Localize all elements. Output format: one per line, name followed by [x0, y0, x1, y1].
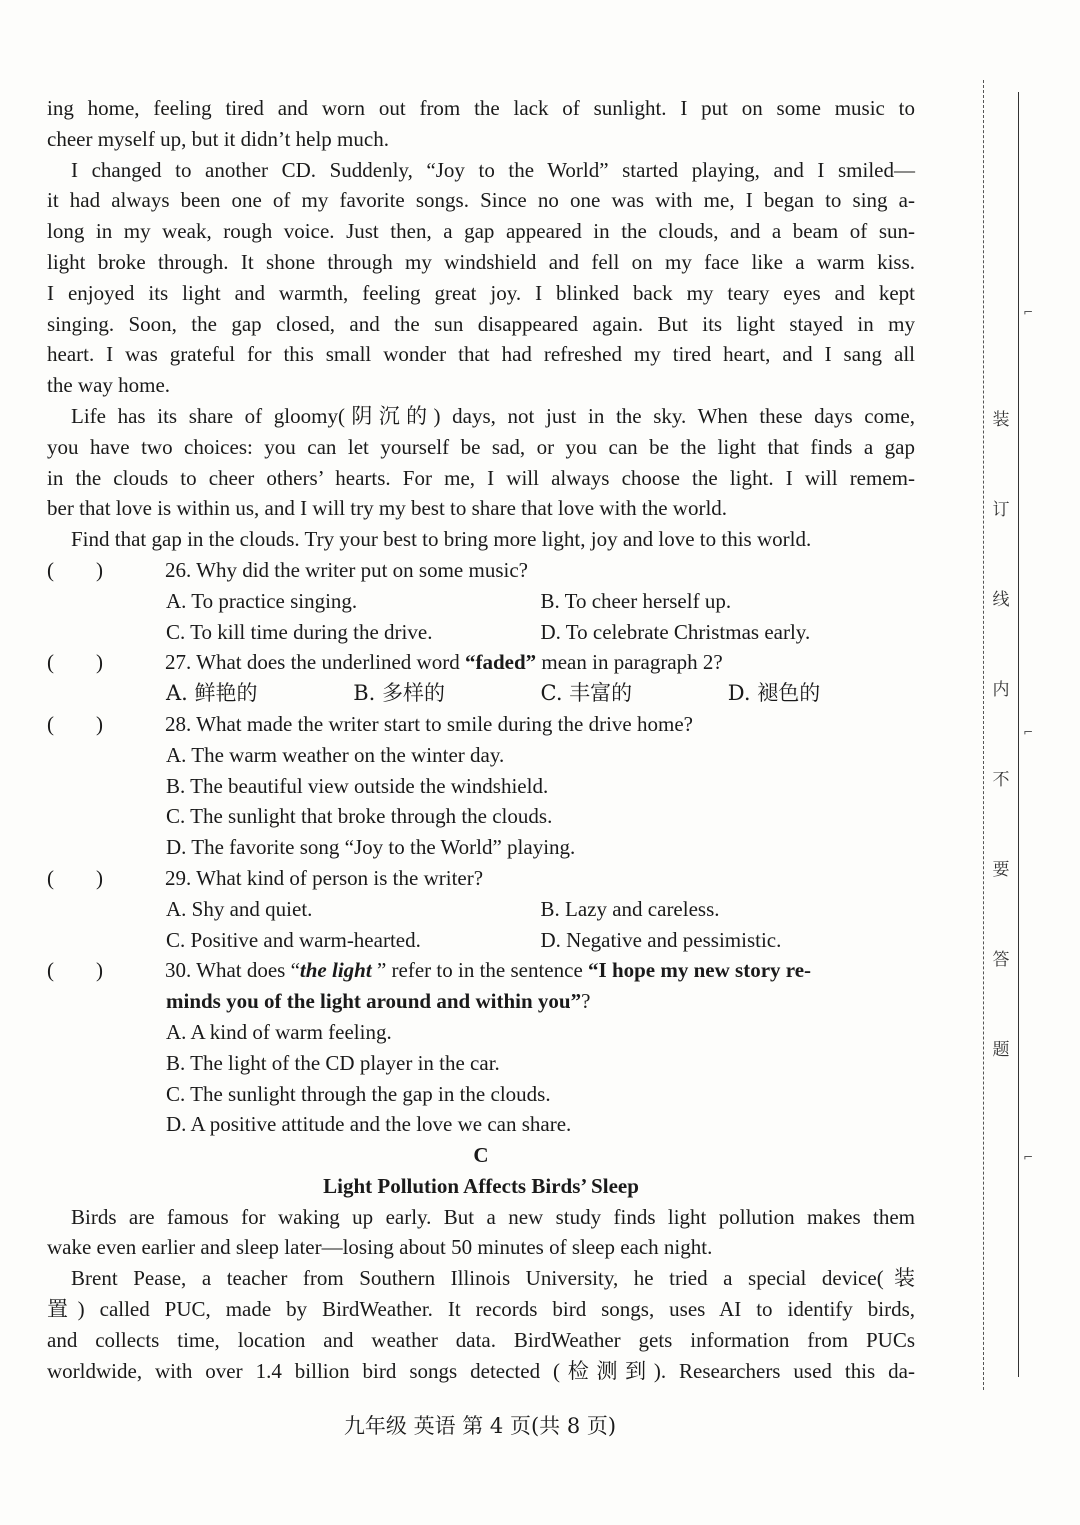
option-b: B. The beautiful view outside the windshield. [166, 773, 549, 798]
text-line: cheer myself up, but it didn’t help much. [47, 126, 389, 151]
binding-char: 装 [989, 410, 1013, 430]
question-text-part: 27. What does the underlined word [165, 650, 465, 675]
passage-c-para-2 [47, 1263, 915, 1386]
question-28 [47, 709, 915, 863]
option-d: D. 褪色的 [727, 681, 821, 706]
binding-mark: ⌐ [1023, 725, 1034, 739]
binding-solid-line [1018, 92, 1019, 1377]
text-line: I enjoyed its light and warmth, feeling great joy. I blinked back my teary eyes and kept [47, 280, 915, 305]
option-c: C. Positive and warm-hearted. [166, 927, 421, 952]
quoted-sentence: minds you of the light around and within you” [166, 989, 582, 1014]
text-line: Brent Pease, a teacher from Southern Illinois University, he tried a special device(装 [71, 1266, 915, 1291]
option-c: C. The sunlight that broke through the clouds. [166, 804, 553, 829]
underlined-word: “faded” [464, 650, 537, 675]
option-d: D. The favorite song “Joy to the World” playing. [166, 835, 576, 860]
text-line: and collects time, location and weather data. BirdWeather gets information from PUCs [47, 1327, 915, 1352]
text-line: ber that love is within us, and I will try my best to share that love with the world. [47, 496, 728, 521]
binding-char: 订 [989, 500, 1013, 520]
option-a: A. 鲜艳的 [166, 681, 258, 706]
answer-blank[interactable]: ( ) [47, 711, 103, 736]
question-27 [47, 647, 915, 709]
section-letter: C [473, 1143, 489, 1168]
page-footer: 九年级 英语 第 4 页(共 8 页) [343, 1414, 617, 1438]
exam-page [47, 93, 915, 1386]
text-line: in the clouds to cheer others’ hearts. For me, I will always choose the light. I will remem- [47, 465, 915, 490]
binding-mark: ⌐ [1023, 305, 1034, 319]
option-a: A. To practice singing. [166, 588, 358, 613]
option-d: D. To celebrate Christmas early. [540, 619, 811, 644]
passage-b-para-4: Find that gap in the clouds. Try your best to bring more light, joy and love to this world. [71, 527, 812, 552]
question-text: 28. What made the writer start to smile during the drive home? [165, 711, 693, 736]
option-a: A. The warm weather on the winter day. [166, 742, 505, 767]
passage-b-para-3 [47, 401, 915, 524]
binding-char: 答 [989, 950, 1013, 970]
question-26 [47, 555, 915, 647]
option-a: A. Shy and quiet. [166, 896, 313, 921]
binding-mark: ⌐ [1023, 1150, 1034, 1164]
text-line: the way home. [47, 373, 171, 398]
answer-blank[interactable]: ( ) [47, 650, 103, 675]
binding-char: 内 [989, 680, 1013, 700]
question-mark: ? [581, 989, 591, 1014]
text-line: wake even earlier and sleep later—losing about 50 minutes of sleep each night. [47, 1235, 713, 1260]
text-line: 置) called PUC, made by BirdWeather. It records bird songs, uses AI to identify birds, [47, 1297, 915, 1322]
text-line: ing home, feeling tired and worn out from the lack of sunlight. I put on some music to [47, 96, 915, 120]
text-line: light broke through. It shone through my windshield and fell on my face like a warm kiss. [47, 249, 915, 274]
option-b: B. The light of the CD player in the car. [166, 1050, 500, 1075]
question-30 [47, 955, 915, 1140]
option-c: C. To kill time during the drive. [166, 619, 433, 644]
binding-char: 线 [989, 590, 1013, 610]
option-d: D. Negative and pessimistic. [540, 927, 782, 952]
question-text-part: 30. What does “ [165, 958, 300, 983]
text-line: Birds are famous for waking up early. But a new study finds light pollution makes them [71, 1204, 915, 1229]
passage-c-para-1 [47, 1202, 915, 1264]
question-text: 26. Why did the writer put on some music? [165, 557, 528, 582]
passage-title: Light Pollution Affects Birds’ Sleep [323, 1173, 639, 1198]
question-text [165, 647, 915, 678]
binding-char: 题 [989, 1040, 1013, 1060]
key-term: the light [299, 958, 372, 983]
text-line: singing. Soon, the gap closed, and the sun disappeared again. But its light stayed in my [47, 311, 915, 336]
quoted-sentence: “I hope my new story re- [588, 958, 812, 983]
answer-blank[interactable]: ( ) [47, 958, 103, 983]
option-a: A. A kind of warm feeling. [166, 1019, 392, 1044]
answer-blank[interactable]: ( ) [47, 557, 103, 582]
question-text-part: mean in paragraph 2? [536, 650, 723, 675]
option-c: C. The sunlight through the gap in the clouds. [166, 1081, 551, 1106]
passage-b-para-2 [47, 155, 915, 401]
option-b: B. To cheer herself up. [540, 588, 732, 613]
text-line: it had always been one of my favorite songs. Since no one was with me, I began to sing a- [47, 188, 915, 213]
text-line: long in my weak, rough voice. Just then, a gap appeared in the clouds, and a beam of sun- [47, 219, 915, 244]
binding-char: 要 [989, 860, 1013, 880]
question-29 [47, 863, 915, 955]
question-text: 29. What kind of person is the writer? [165, 865, 484, 890]
option-b: B. Lazy and careless. [540, 896, 720, 921]
text-line: Life has its share of gloomy(阴沉的) days, not just in the sky. When these days come, [71, 403, 915, 428]
binding-char: 不 [989, 770, 1013, 790]
question-text-part: ” refer to in the sentence [371, 958, 589, 983]
binding-dashed-line [983, 80, 984, 1390]
text-line: heart. I was grateful for this small wonder that had refreshed my tired heart, and I sang all [47, 342, 915, 367]
text-line: worldwide, with over 1.4 billion bird songs detected (检测到). Researchers used this da- [47, 1358, 915, 1383]
answer-blank[interactable]: ( ) [47, 865, 103, 890]
text-line: you have two choices: you can let yourself be sad, or you can be the light that finds a gap [47, 434, 915, 459]
text-line: I changed to another CD. Suddenly, “Joy to the World” started playing, and I smiled— [71, 157, 915, 182]
question-text [165, 955, 915, 986]
option-b: B. 多样的 [353, 681, 446, 706]
option-d: D. A positive attitude and the love we can share. [166, 1112, 572, 1137]
option-c: C. 丰富的 [540, 681, 633, 706]
passage-b-para-1 [47, 93, 915, 155]
